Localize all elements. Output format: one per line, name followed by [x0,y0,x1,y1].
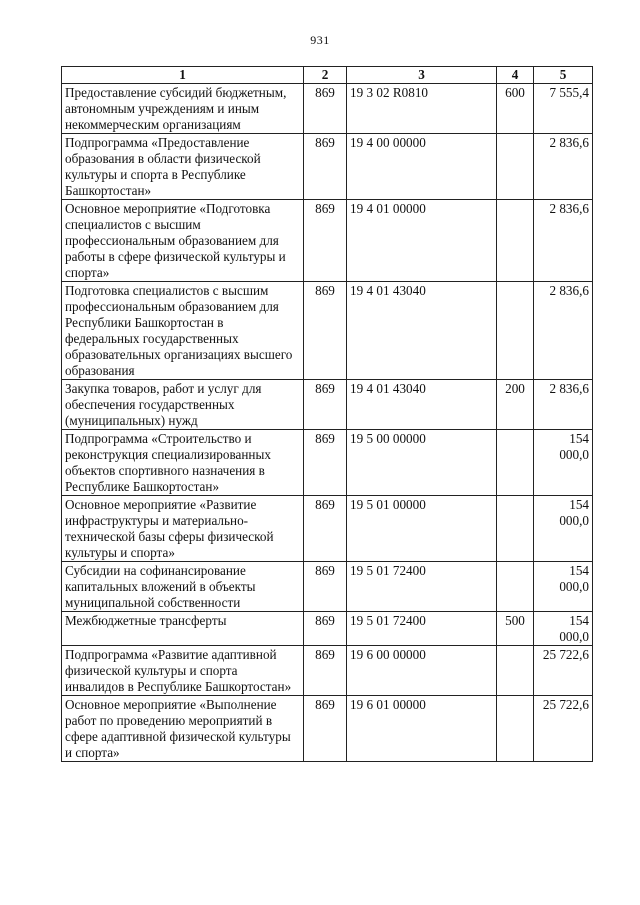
row-amount: 154 000,0 [534,496,593,562]
row-name: Подпрограмма «Строительство и реконструкция специализированных объектов спортивного назначения в Республике Башкортостан» [62,430,304,496]
row-csr: 19 4 01 00000 [347,200,497,282]
table-row [62,696,593,762]
row-vr: 500 [497,612,534,646]
table-row [62,134,593,200]
header-col-2: 2 [304,67,347,84]
row-name: Подготовка специалистов с высшим профессиональным образованием для Республики Башкортостан в федеральных государственных образовательных организациях высшего образования [62,282,304,380]
row-name: Основное мероприятие «Подготовка специалистов с высшим профессиональным образованием для работы в сфере физической культуры и спорта» [62,200,304,282]
row-name: Межбюджетные трансферты [62,612,304,646]
budget-table [61,66,593,762]
row-csr: 19 5 00 00000 [347,430,497,496]
row-name: Основное мероприятие «Выполнение работ по проведению мероприятий в сфере адаптивной физической культуры и спорта» [62,696,304,762]
row-name: Предоставление субсидий бюджетным, автономным учреждениям и иным некоммерческим организациям [62,84,304,134]
row-vr: 600 [497,84,534,134]
row-vr [497,646,534,696]
row-csr: 19 4 00 00000 [347,134,497,200]
row-code: 869 [304,612,347,646]
row-vr [497,430,534,496]
page-number: 931 [310,33,330,47]
table-row [62,646,593,696]
row-name: Закупка товаров, работ и услуг для обеспечения государственных (муниципальных) нужд [62,380,304,430]
row-csr: 19 3 02 R0810 [347,84,497,134]
row-code: 869 [304,562,347,612]
row-amount: 2 836,6 [534,134,593,200]
header-col-1: 1 [62,67,304,84]
row-amount: 2 836,6 [534,282,593,380]
row-name: Основное мероприятие «Развитие инфраструктуры и материально-технической базы сферы физической культуры и спорта» [62,496,304,562]
row-csr: 19 5 01 72400 [347,562,497,612]
row-vr [497,134,534,200]
table-row [62,496,593,562]
table-row [62,562,593,612]
row-name: Подпрограмма «Развитие адаптивной физической культуры и спорта инвалидов в Республике Башкортостан» [62,646,304,696]
row-amount: 154 000,0 [534,562,593,612]
row-amount: 25 722,6 [534,696,593,762]
row-vr [497,282,534,380]
row-vr [497,200,534,282]
table-row [62,84,593,134]
row-amount: 7 555,4 [534,84,593,134]
table-row [62,282,593,380]
row-amount: 2 836,6 [534,200,593,282]
row-vr [497,696,534,762]
row-vr: 200 [497,380,534,430]
row-amount: 25 722,6 [534,646,593,696]
row-code: 869 [304,430,347,496]
row-amount: 2 836,6 [534,380,593,430]
row-csr: 19 6 01 00000 [347,696,497,762]
table-row [62,380,593,430]
row-csr: 19 4 01 43040 [347,380,497,430]
table-header-row [62,67,593,84]
row-vr [497,562,534,612]
header-col-5: 5 [534,67,593,84]
row-code: 869 [304,696,347,762]
row-code: 869 [304,380,347,430]
row-csr: 19 5 01 72400 [347,612,497,646]
table-row [62,430,593,496]
row-code: 869 [304,282,347,380]
row-amount: 154 000,0 [534,612,593,646]
row-csr: 19 5 01 00000 [347,496,497,562]
row-csr: 19 6 00 00000 [347,646,497,696]
row-amount: 154 000,0 [534,430,593,496]
table-row [62,200,593,282]
row-code: 869 [304,200,347,282]
header-col-3: 3 [347,67,497,84]
row-code: 869 [304,84,347,134]
row-name: Субсидии на софинансирование капитальных вложений в объекты муниципальной собственности [62,562,304,612]
header-col-4: 4 [497,67,534,84]
row-vr [497,496,534,562]
row-name: Подпрограмма «Предоставление образования в области физической культуры и спорта в Республике Башкортостан» [62,134,304,200]
table-row [62,612,593,646]
row-code: 869 [304,646,347,696]
row-code: 869 [304,134,347,200]
row-csr: 19 4 01 43040 [347,282,497,380]
row-code: 869 [304,496,347,562]
